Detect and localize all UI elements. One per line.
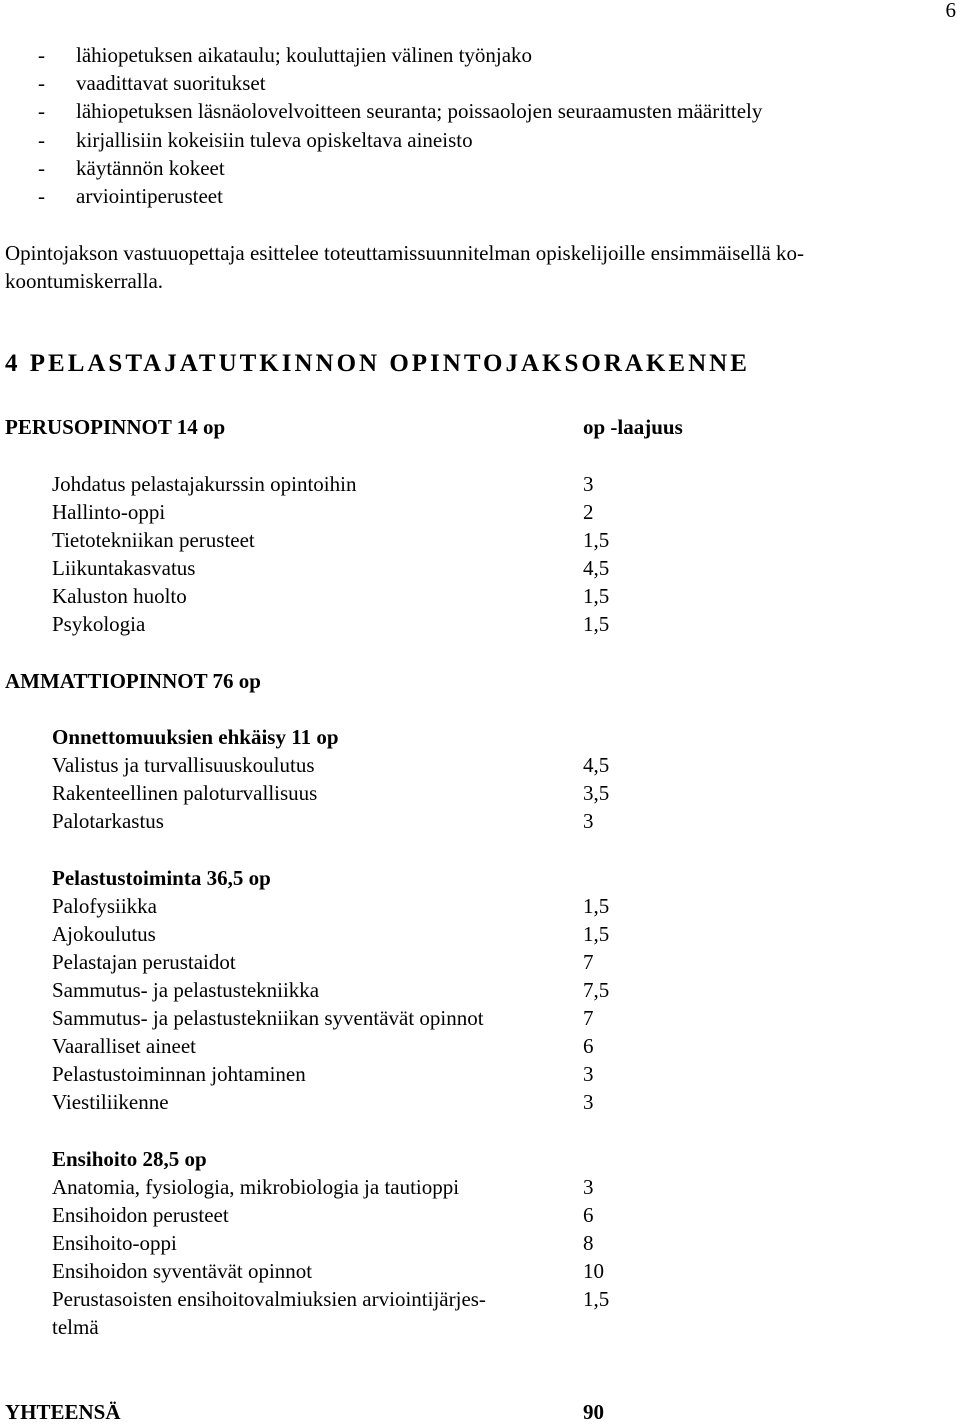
course-name: Perustasoisten ensihoitovalmiuksien arviointijärjes- telmä: [52, 1287, 486, 1339]
bullet-marker: -: [38, 127, 45, 152]
course-row: [52, 1060, 652, 1088]
course-row: [52, 470, 652, 498]
course-name: Kaluston huolto: [52, 584, 187, 608]
bullet-marker: -: [38, 71, 45, 96]
course-row: [52, 751, 652, 779]
course-credits: 3: [583, 1090, 594, 1114]
list-item: [38, 154, 762, 182]
course-row: [52, 1173, 652, 1201]
group-title-ensihoito: Ensihoito 28,5 op: [52, 1147, 207, 1171]
course-name: Hallinto-oppi: [52, 500, 166, 524]
course-name: Ensihoito-oppi: [52, 1231, 177, 1255]
course-credits: 3: [583, 809, 594, 833]
course-row: [52, 1201, 652, 1229]
course-row: [52, 554, 652, 582]
course-row: [52, 976, 652, 1004]
course-row: [52, 610, 652, 638]
course-credits: 1,5: [583, 1287, 610, 1311]
course-name: Ensihoidon perusteet: [52, 1203, 229, 1227]
course-credits: 10: [583, 1259, 604, 1283]
course-name: Palofysiikka: [52, 894, 157, 918]
list-item: [38, 182, 762, 210]
perusopinnot-title: PERUSOPINNOT 14 op: [5, 415, 226, 439]
ammattiopinnot-title: AMMATTIOPINNOT 76 op: [5, 669, 261, 693]
course-name: Psykologia: [52, 612, 146, 636]
course-credits: 1,5: [583, 528, 610, 552]
bullet-list: [38, 41, 762, 210]
list-item: [38, 97, 762, 125]
credits-column-header: op -laajuus: [583, 415, 683, 439]
course-row: [52, 807, 652, 835]
total-value: 90: [583, 1400, 604, 1424]
course-name: Liikuntakasvatus: [52, 556, 196, 580]
list-item-text: lähiopetuksen läsnäolovelvoitteen seuranta; poissaolojen seuraamusten määrittely: [76, 99, 763, 124]
course-name: Sammutus- ja pelastustekniikan syventävät opinnot: [52, 1006, 484, 1030]
course-row: [52, 1285, 652, 1341]
list-item-text: vaadittavat suoritukset: [76, 71, 266, 96]
course-credits: 6: [583, 1034, 594, 1058]
course-name: Pelastustoiminnan johtaminen: [52, 1062, 306, 1086]
course-name: Johdatus pelastajakurssin opintoihin: [52, 472, 357, 496]
group-title-onnettomuuksien-ehkaisy: Onnettomuuksien ehkäisy 11 op: [52, 725, 339, 749]
course-credits: 3: [583, 472, 594, 496]
bullet-marker: -: [38, 155, 45, 180]
course-row: [52, 1257, 652, 1285]
course-credits: 4,5: [583, 753, 610, 777]
list-item: [38, 126, 762, 154]
course-row: [52, 1004, 652, 1032]
course-credits: 1,5: [583, 612, 610, 636]
list-item-text: lähiopetuksen aikataulu; kouluttajien välinen työnjako: [76, 43, 533, 67]
course-credits: 3: [583, 1175, 594, 1199]
course-credits: 3: [583, 1062, 594, 1086]
page-number: 6: [945, 0, 956, 22]
course-row: [52, 1088, 652, 1116]
course-credits: 7: [583, 1006, 594, 1030]
course-credits: 6: [583, 1203, 594, 1227]
course-row: [52, 948, 652, 976]
course-name: Pelastajan perustaidot: [52, 950, 236, 974]
section-heading: 4 PELASTAJATUTKINNON OPINTOJAKSORAKENNE: [5, 350, 750, 377]
course-credits: 7: [583, 950, 594, 974]
bullet-marker: -: [38, 99, 45, 124]
bullet-marker: -: [38, 43, 45, 67]
group-title-pelastustoiminta: Pelastustoiminta 36,5 op: [52, 866, 271, 890]
list-item: [38, 41, 762, 69]
course-name: Palotarkastus: [52, 809, 164, 833]
course-name: Tietotekniikan perusteet: [52, 528, 255, 552]
list-item-text: arviointiperusteet: [76, 183, 223, 208]
course-row: [52, 498, 652, 526]
bullet-marker: -: [38, 183, 45, 208]
course-name: Ajokoulutus: [52, 922, 156, 946]
course-credits: 3,5: [583, 781, 610, 805]
list-item: [38, 69, 762, 97]
course-credits: 7,5: [583, 978, 610, 1002]
course-row: [52, 526, 652, 554]
course-name: Ensihoidon syventävät opinnot: [52, 1259, 313, 1283]
course-row: [52, 892, 652, 920]
course-credits: 4,5: [583, 556, 610, 580]
list-item-text: käytännön kokeet: [76, 155, 225, 180]
course-credits: 1,5: [583, 894, 610, 918]
course-name: Sammutus- ja pelastustekniikka: [52, 978, 320, 1002]
course-row: [52, 1032, 652, 1060]
course-credits: 8: [583, 1231, 594, 1255]
course-name: Valistus ja turvallisuuskoulutus: [52, 753, 315, 777]
list-item-text: kirjallisiin kokeisiin tuleva opiskeltava aineisto: [76, 127, 473, 152]
course-credits: 1,5: [583, 922, 610, 946]
course-name: Rakenteellinen paloturvallisuus: [52, 781, 318, 805]
course-name: Vaaralliset aineet: [52, 1034, 197, 1058]
course-row: [52, 582, 652, 610]
course-credits: 1,5: [583, 584, 610, 608]
course-row: [52, 1229, 652, 1257]
course-name: Anatomia, fysiologia, mikrobiologia ja tautioppi: [52, 1175, 460, 1199]
course-row: [52, 920, 652, 948]
course-credits: 2: [583, 500, 594, 524]
course-row: [52, 779, 652, 807]
intro-paragraph: Opintojakson vastuuopettaja esittelee toteuttamissuunnitelman opiskelijoille ensimmäisellä ko- koontumiskerralla.: [5, 241, 805, 293]
course-name: Viestiliikenne: [52, 1090, 169, 1114]
total-label: YHTEENSÄ: [5, 1400, 121, 1424]
